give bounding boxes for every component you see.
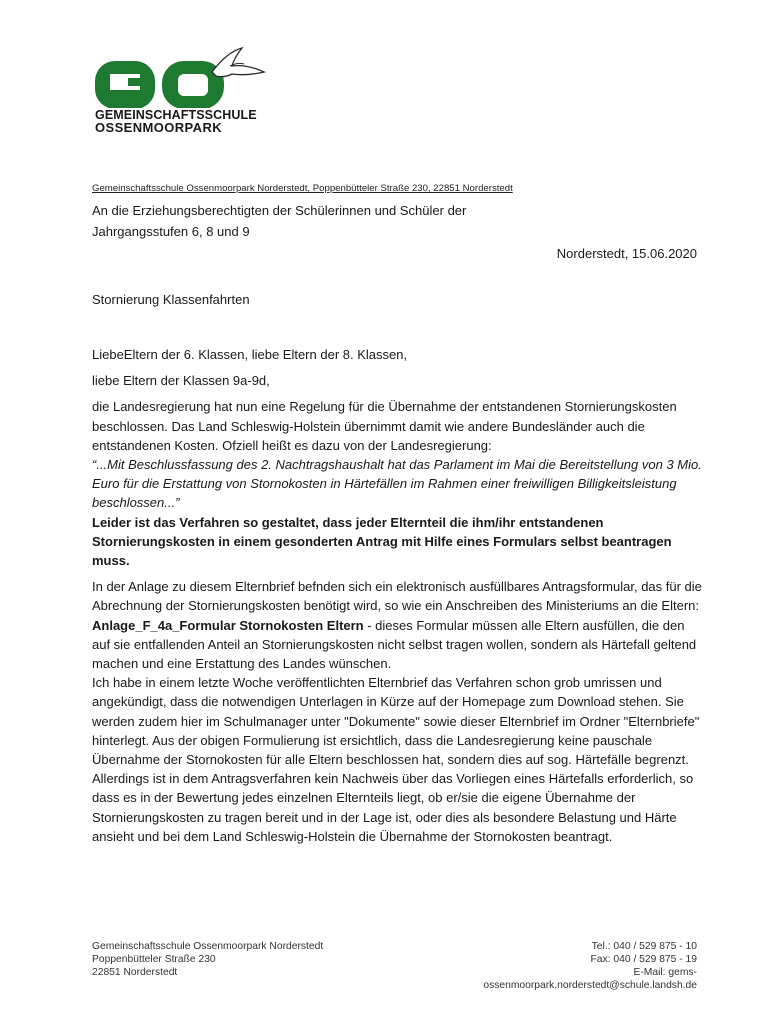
letter-body — [92, 345, 702, 846]
footer-contact — [483, 940, 697, 992]
footer-city: 22851 Norderstedt — [92, 967, 178, 978]
logo-bird-icon — [212, 48, 264, 77]
greeting-line1: LiebeEltern der 6. Klassen, liebe Eltern der 8. Klassen, — [92, 347, 408, 362]
footer-email: ossenmoorpark.norderstedt@schule.landsh.de — [483, 980, 697, 991]
logo-school-name-line2: OSSENMOORPARK — [95, 120, 223, 135]
government-quote: “...Mit Beschlussfassung des 2. Nachtragshaushalt hat das Parlament im Mai die Bereitstellung von 3 Mio. Euro für die Erstattung von Stornokosten in Härtefällen im Rahmen einer freiwilligen Billigkeitsleistung beschlossen...” — [92, 457, 702, 511]
letter-date: Norderstedt, 15.06.2020 — [556, 246, 697, 261]
paragraph-attachment: In der Anlage zu diesem Elternbrief befnden sich ein elektronisch ausfüllbares Antragsformular, das für die Abrechnung der Stornierungskosten benötigt wird, so wie ein Anschreiben des Ministeriums an die Eltern: — [92, 579, 702, 614]
form-name: Anlage_F_4a_Formular Stornokosten Eltern — [92, 617, 364, 633]
recipient-line2: Jahrgangsstufen 6, 8 und 9 — [92, 224, 250, 239]
go-logo-graphic — [92, 44, 267, 108]
paragraph-regulation: die Landesregierung hat nun eine Regelung für die Übernahme der entstandenen Stornierungskosten beschlossen. Das Land Schleswig-Holstein übernimmt damit wie andere Bundesländer auch die entstandenen Kosten. Ofziell heißt es dazu von der Landesregierung: — [92, 399, 677, 453]
footer-school-name: Gemeinschaftsschule Ossenmoorpark Norderstedt — [92, 941, 324, 952]
form-description: - dieses Formular müssen alle Eltern ausfüllen, die den auf sie entfallenden Anteil an Stornierungskosten nicht selbst tragen wollen, sondern als Härtefall geltend machen und eine Erstattung des Landes wünschen. — [92, 617, 697, 672]
sender-address-line: Gemeinschaftsschule Ossenmoorpark Norderstedt, Poppenbütteler Straße 230, 22851 Norderstedt — [92, 183, 513, 194]
footer-address — [92, 940, 323, 979]
greeting-line2: liebe Eltern der Klassen 9a-9d, — [92, 373, 270, 389]
paragraph-form — [92, 616, 702, 674]
footer-fax: Fax: 040 / 529 875 - 19 — [590, 954, 697, 965]
recipient-block — [92, 200, 652, 242]
logo-school-name-line1: GEMEINSCHAFTSSCHULE — [95, 108, 257, 122]
footer-street: Poppenbütteler Straße 230 — [92, 954, 216, 965]
footer-phone: Tel.: 040 / 529 875 - 10 — [591, 941, 697, 952]
letter-subject: Stornierung Klassenfahrten — [92, 292, 250, 307]
procedure-notice: Leider ist das Verfahren so gestaltet, dass jeder Elternteil die ihm/ihr entstandenen Stornierungskosten in einem gesonderten Antrag mit Hilfe eines Formulars selbst beantragen muss. — [92, 514, 672, 569]
recipient-line1: An die Erziehungsberechtigten der Schülerinnen und Schüler der — [92, 203, 467, 218]
paragraph-details: Ich habe in einem letzte Woche veröffentlichten Elternbrief das Verfahren schon grob umrissen und angekündigt, dass die notwendigen Unterlagen in Kürze auf der Homepage zum Download stehen. Sie werden zudem hier im Schulmanager unter "Dokumente" sowie dieser Elternbrief im Ordner "Elternbriefe" hinterlegt. Aus der obigen Formulierung ist ersichtlich, dass die Landesregierung keine pauschale Übernahme der Stornokosten für alle Eltern beschlossen hat, sondern dies auf sog. Härtefälle begrenzt. Allerdings ist in dem Antragsverfahren kein Nachweis über das Vorliegen eines Härtefalls erforderlich, so dass es in der Bewertung jedes einzelnen Elternteils liegt, ob er/sie die eigene Übernahme der Stornierungskosten zu tragen bereit und in der Lage ist, oder dies als besondere Belastung und Härte ansieht und bei dem Land Schleswig-Holstein die Übernahme der Stornokosten beantragt. — [92, 675, 700, 844]
footer-email-label: E-Mail: gems- — [633, 967, 697, 978]
school-logo — [92, 44, 267, 136]
